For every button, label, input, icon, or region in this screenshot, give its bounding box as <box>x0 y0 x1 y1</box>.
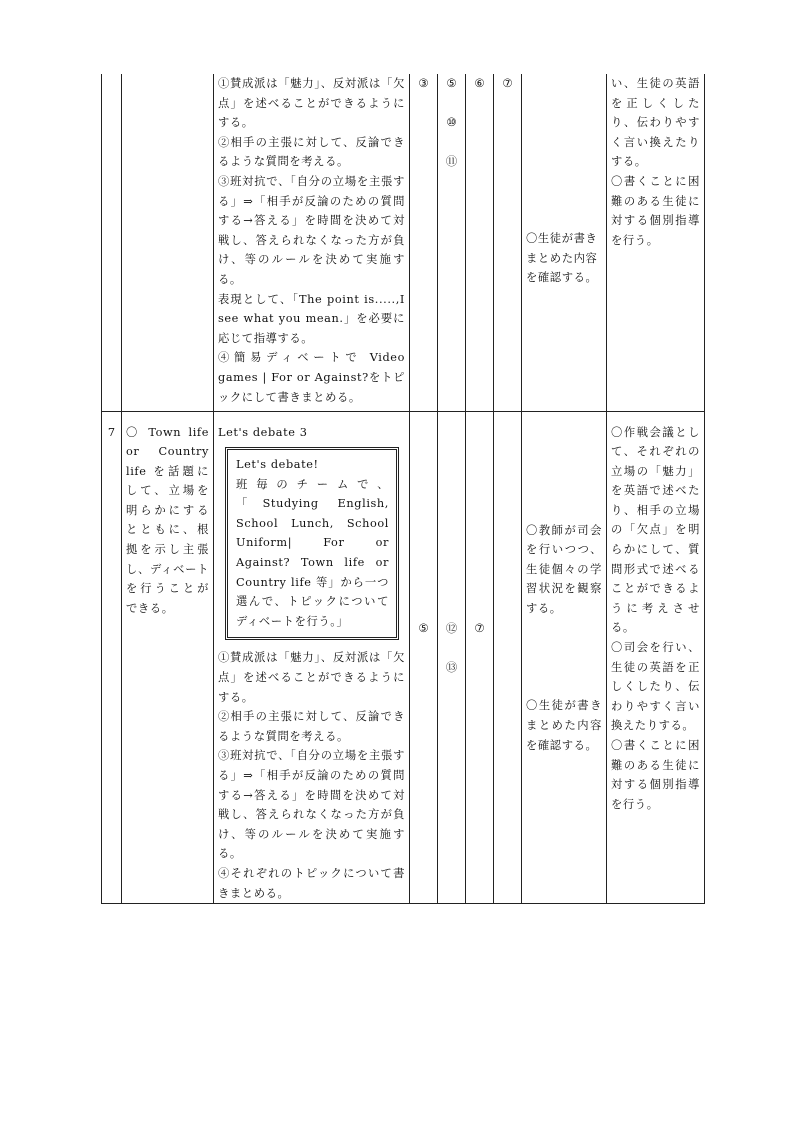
evaluation-observe: 〇教師が司会を行いつつ、生徒個々の学習状況を観察する。 <box>526 523 602 615</box>
support-2: 〇書くことに困難のある生徒に対する個別指導を行う。 <box>611 174 700 247</box>
cell-lesson-number: 7 <box>102 411 122 904</box>
evaluation-text: 〇生徒が書きまとめた内容を確認する。 <box>526 232 598 285</box>
debate-box-title: Let's debate! <box>236 458 319 472</box>
mark: ⑤ <box>418 621 429 635</box>
support-3: 〇書くことに困難のある生徒に対する個別指導を行う。 <box>611 739 700 811</box>
cell-goal-empty <box>122 74 214 411</box>
mark: ⑦ <box>502 77 513 90</box>
activity-expression: 表現として、「The point is.....,I see what you mean.」を必要に応じて指導する。 <box>218 292 405 345</box>
mark: ⑪ <box>445 155 458 169</box>
mark: ⑦ <box>474 621 485 635</box>
mark: ③ <box>418 77 429 90</box>
cell-marks-d <box>494 74 522 411</box>
spacer <box>526 618 602 696</box>
goal-text: 〇 Town life or Country life を話題にして、立場を明らかにするとともに、根拠を示し主張し、ディベートを行うことができる。 <box>126 425 209 615</box>
cell-support-prev <box>607 74 705 411</box>
cell-marks-a <box>410 411 438 904</box>
evaluation-check: 〇生徒が書きまとめた内容を確認する。 <box>526 699 602 752</box>
cell-goal <box>122 411 214 904</box>
debate-box <box>225 447 399 640</box>
cell-marks-c <box>466 411 494 904</box>
spacer <box>526 423 602 521</box>
activity-3: ③班対抗で、「自分の立場を主張する」⇒「相手が反論のための質問する→答える」を時間を決めて対戦し、答えられなくなった方が負け、等のルールを決めて実施する。 <box>218 174 405 286</box>
cell-activities-prev <box>214 74 410 411</box>
activity-list <box>218 648 405 903</box>
activity-4: ④それぞれのトピックについて書きまとめる。 <box>218 866 405 900</box>
cell-marks-b <box>438 411 466 904</box>
support-1: 〇作戦会議として、それぞれの立場の「魅力」を英語で述べたり、相手の立場の「欠点」を明らかにして、質問形式で述べることができるように考えさせる。 <box>611 425 700 635</box>
cell-marks-c <box>466 74 494 411</box>
cell-support <box>607 411 705 904</box>
spacer <box>414 423 433 619</box>
debate-box-text: 班毎のチームで、「Studying English, School Lunch, School Uniform| For or Against? Town life or Country life 等」から一つ選んで、トピックについてディベートを行う。」 <box>236 477 389 628</box>
lesson-plan-table <box>101 74 705 904</box>
activity-2: ②相手の主張に対して、反論できるような質問を考える。 <box>218 710 405 743</box>
activity-4: ④簡易ディベートで Video games | For or Against?をトピックにして書きまとめる。 <box>218 351 405 404</box>
activity-1: ①賛成派は「魅力」、反対派は「欠点」を述べることができるようにする。 <box>218 77 405 130</box>
mark: ⑤ <box>446 77 457 90</box>
support-2: 〇司会を行い、生徒の英語を正しくしたり、伝わりやすく言い換えたりする。 <box>611 641 700 733</box>
support-1: い、生徒の英語を正しくしたり、伝わりやすく言い換えたりする。 <box>611 77 700 169</box>
cell-evaluation-prev <box>522 74 607 411</box>
cell-marks-d <box>494 411 522 904</box>
spacer <box>526 74 602 229</box>
activity-3: ③班対抗で、「自分の立場を主張する」⇒「相手が反論のための質問する→答える」を時間を決めて対戦し、答えられなくなった方が負け、等のルールを決めて実施する。 <box>218 749 405 861</box>
table-row-lesson-7 <box>102 411 705 904</box>
activity-1: ①賛成派は「魅力」、反対派は「欠点」を述べることができるようにする。 <box>218 651 405 704</box>
mark: ⑫ <box>445 621 458 635</box>
mark: ⑥ <box>474 77 485 90</box>
activity-2: ②相手の主張に対して、反論できるような質問を考える。 <box>218 135 405 169</box>
mark: ⑩ <box>446 116 457 130</box>
cell-marks-a <box>410 74 438 411</box>
mark: ⑬ <box>445 660 458 674</box>
activity-heading: Let's debate 3 <box>218 425 308 439</box>
cell-marks-b <box>438 74 466 411</box>
cell-activities <box>214 411 410 904</box>
table-row-continued <box>102 74 705 411</box>
cell-number-empty <box>102 74 122 411</box>
cell-evaluation <box>522 411 607 904</box>
spacer <box>470 423 489 619</box>
spacer <box>442 423 461 619</box>
